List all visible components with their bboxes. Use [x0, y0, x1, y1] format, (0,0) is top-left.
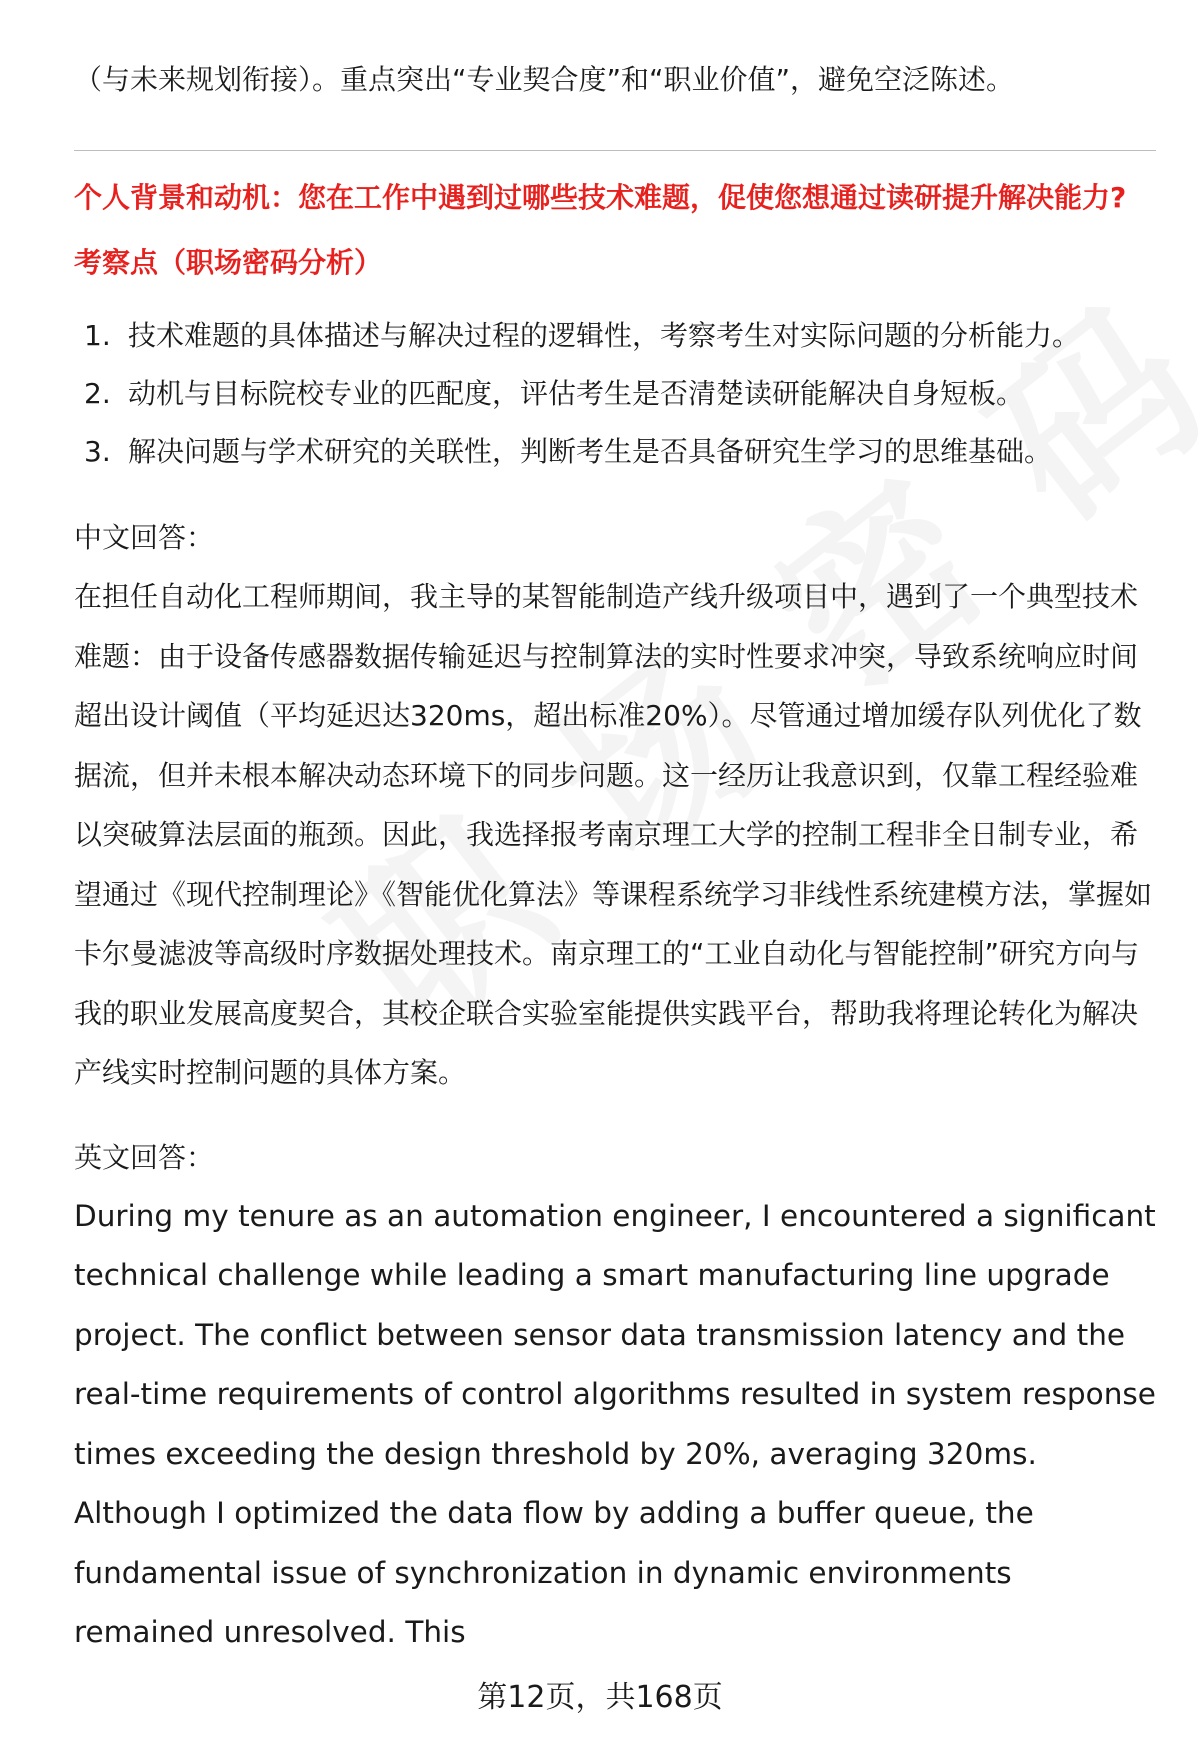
point-number: 2. — [84, 377, 111, 410]
chinese-answer-text: 在担任自动化工程师期间，我主导的某智能制造产线升级项目中，遇到了一个典型技术难题：由于设备传感器数据传输延迟与控制算法的实时性要求冲突，导致系统响应时间超出设计阈值（平均延迟达320ms，超出标准20%）。尽管通过增加缓存队列优化了数据流，但并未根本解决动态环境下的同步问题。这一经历让我意识到，仅靠工程经验难以突破算法层面的瓶颈。因此，我选择报考南京理工大学的控制工程非全日制专业，希望通过《现代控制理论》《智能优化算法》等课程系统学习非线性系统建模方法，掌握如卡尔曼滤波等高级时序数据处理技术。南京理工的“工业自动化与智能控制”研究方向与我的职业发展高度契合，其校企联合实验室能提供实践平台，帮助我将理论转化为解决产线实时控制问题的具体方案。 — [74, 580, 1153, 1089]
point-text: 解决问题与学术研究的关联性，判断考生是否具备研究生学习的思维基础。 — [128, 435, 1053, 468]
analysis-heading: 考察点（职场密码分析） — [74, 246, 383, 279]
point-number: 3. — [84, 435, 111, 468]
analysis-point — [84, 365, 1156, 423]
analysis-points-list — [74, 307, 1156, 481]
point-text: 动机与目标院校专业的匹配度，评估考生是否清楚读研能解决自身短板。 — [128, 377, 1025, 410]
intro-line: （与未来规划衔接）。重点突出“专业契合度”和“职业价值”，避免空泛陈述。 — [74, 63, 1015, 96]
point-number: 1. — [84, 319, 111, 352]
analysis-point — [84, 423, 1156, 481]
page-content — [74, 52, 1156, 1663]
english-answer-text: During my tenure as an automation engineer, I encountered a significant technical challenge while leading a smart manufacturing line upgrade project. The conflict between sensor data transmission latency and the real-time requirements of control algorithms resulted in system response times exceeding the design threshold by 20%, averaging 320ms. Although I optimized the data flow by adding a buffer queue, the fundamental issue of synchronization in dynamic environments remained unresolved. This — [74, 1198, 1156, 1649]
section-divider — [74, 150, 1156, 151]
page-footer-number: 第12页，共168页 — [477, 1680, 723, 1715]
point-text: 技术难题的具体描述与解决过程的逻辑性，考察考生对实际问题的分析能力。 — [128, 319, 1081, 352]
chinese-answer-label: 中文回答： — [74, 521, 215, 554]
english-answer-label: 英文回答： — [74, 1140, 215, 1174]
question-heading: 个人背景和动机：您在工作中遇到过哪些技术难题，促使您想通过读研提升解决能力? — [74, 181, 1127, 214]
analysis-point — [84, 307, 1156, 365]
